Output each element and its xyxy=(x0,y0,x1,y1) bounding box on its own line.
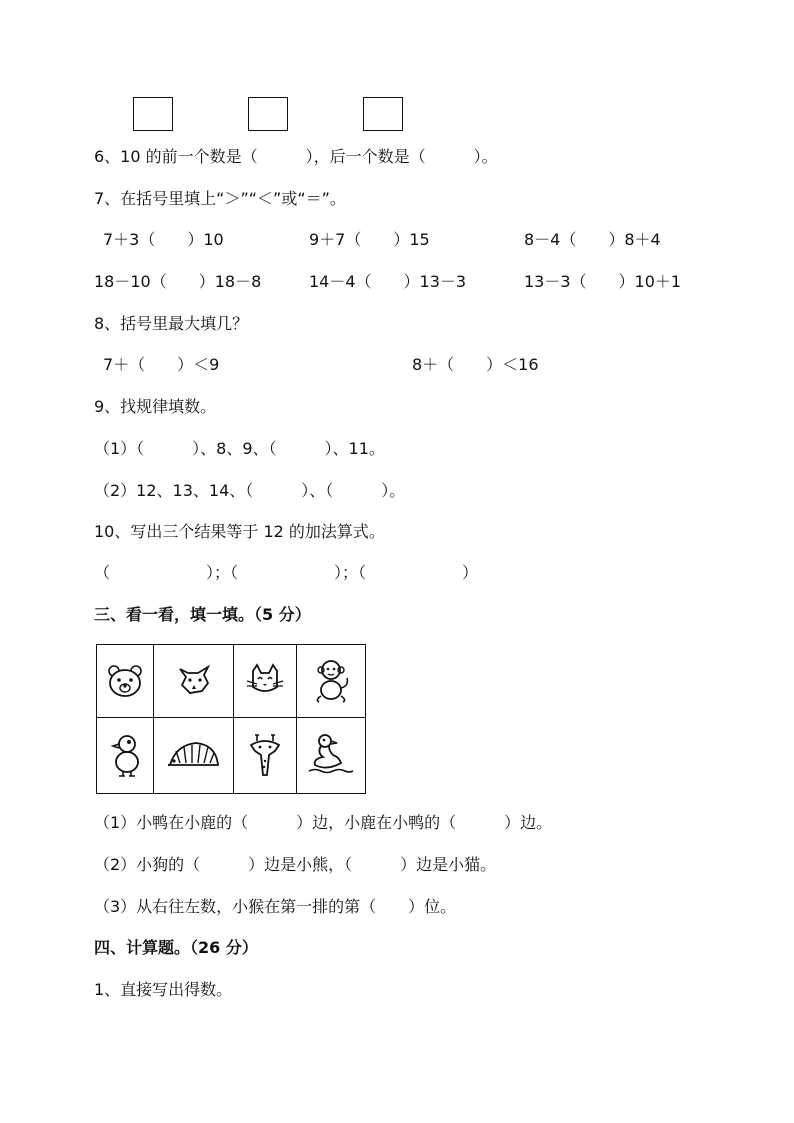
section-3-heading: 三、看一看，填一填。（5 分） xyxy=(94,605,311,624)
answer-box-1[interactable] xyxy=(133,97,173,131)
animal-grid xyxy=(96,644,366,794)
deer-icon xyxy=(234,717,297,793)
q7-row2-item3: 13－3（ ）10＋1 xyxy=(524,272,682,291)
answer-box-3[interactable] xyxy=(363,97,403,131)
section-3-q1: （1）小鸭在小鹿的（ ）边，小鹿在小鸭的（ ）边。 xyxy=(94,813,553,832)
question-8-title: 8、括号里最大填几？ xyxy=(94,314,249,333)
q7-row1-item1: 7＋3（ ）10 xyxy=(103,230,224,249)
q9-part2: （2）12、13、14、（ ）、（ ）。 xyxy=(94,481,406,500)
q9-part1: （1）（ ）、8、9、（ ）、11。 xyxy=(94,439,385,458)
section-3-q3: （3）从右往左数，小猴在第一排的第（ ）位。 xyxy=(94,897,457,916)
bear-icon xyxy=(97,645,154,718)
section-4-heading: 四、计算题。（26 分） xyxy=(94,938,258,957)
section-4-q1: 1、直接写出得数。 xyxy=(94,980,233,999)
q7-row1-item3: 8－4（ ）8＋4 xyxy=(524,230,661,249)
q10-answer-line: （ ）；（ ）；（ ） xyxy=(94,563,479,582)
question-7-title: 7、在括号里填上“＞”“＜”或“＝”。 xyxy=(94,189,346,208)
chick-icon xyxy=(97,717,154,793)
question-10-title: 10、写出三个结果等于 12 的加法算式。 xyxy=(94,522,385,541)
monkey-icon xyxy=(297,645,366,718)
q7-row2-item1: 18－10（ ）18－8 xyxy=(94,272,262,291)
cat-icon xyxy=(234,645,297,718)
answer-box-2[interactable] xyxy=(248,97,288,131)
dog-icon xyxy=(154,645,234,718)
q8-item2: 8＋（ ）＜16 xyxy=(412,355,539,374)
hedgehog-icon xyxy=(154,717,234,793)
question-9-title: 9、找规律填数。 xyxy=(94,397,217,416)
section-3-q2: （2）小狗的（ ）边是小熊，（ ）边是小猫。 xyxy=(94,855,497,874)
duck-icon xyxy=(297,717,366,793)
q7-row2-item2: 14－4（ ）13－3 xyxy=(309,272,467,291)
question-6: 6、10 的前一个数是（ ），后一个数是（ ）。 xyxy=(94,147,498,166)
q7-row1-item2: 9＋7（ ）15 xyxy=(309,230,430,249)
q8-item1: 7＋（ ）＜9 xyxy=(103,355,220,374)
